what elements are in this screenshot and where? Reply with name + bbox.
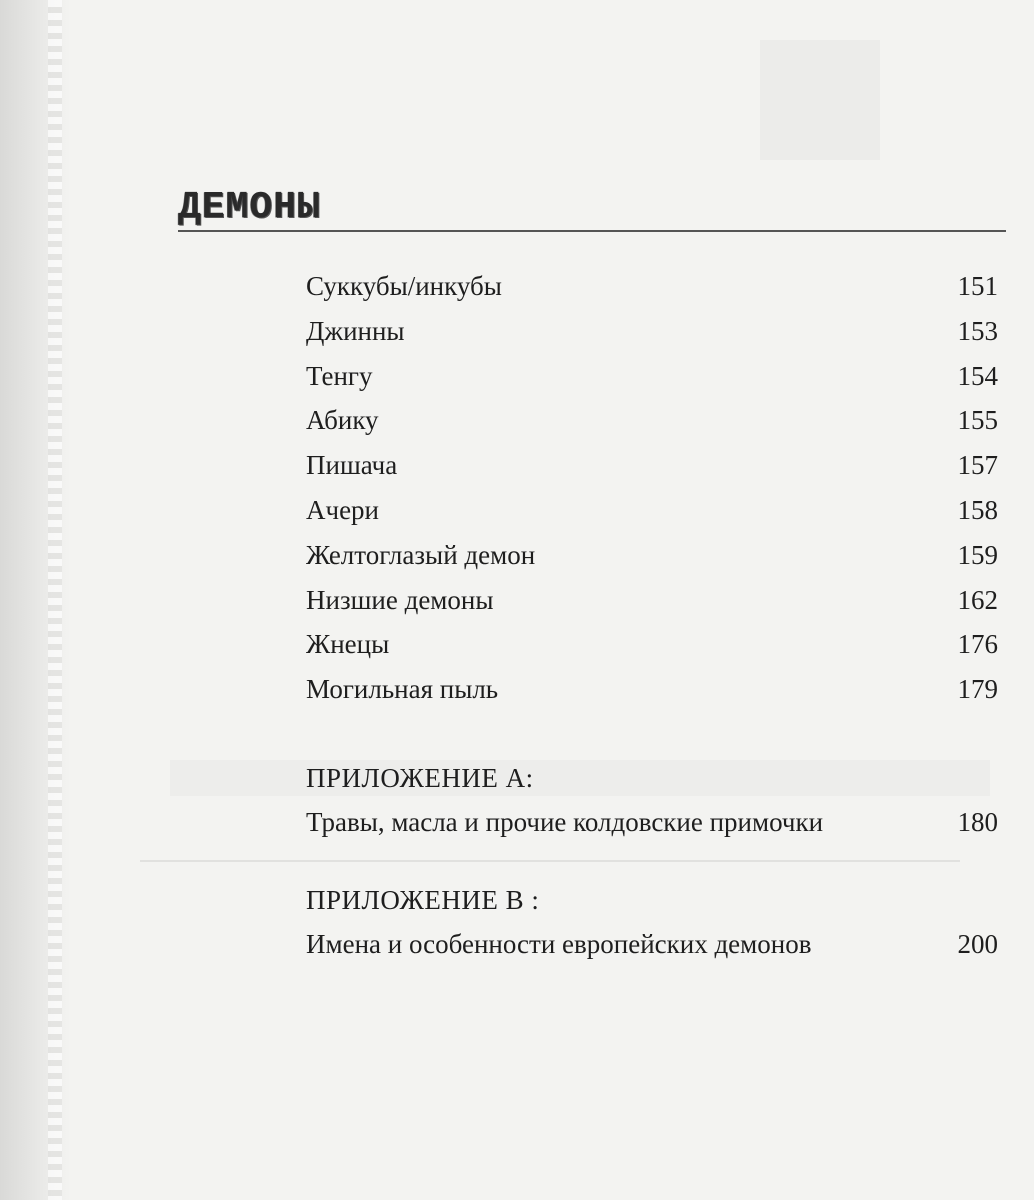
appendix-a-heading: ПРИЛОЖЕНИЕ А:	[306, 763, 534, 793]
toc-entry-page: 151	[957, 271, 998, 301]
toc-entry-page: 176	[957, 629, 998, 660]
toc-entry[interactable]	[306, 264, 998, 309]
appendix-b-entry[interactable]	[306, 922, 998, 966]
toc-entry[interactable]	[306, 488, 998, 533]
toc-entry-page: 153	[957, 315, 998, 346]
bleed-through-rule-1	[140, 860, 960, 862]
toc-entry-title: Ачери	[306, 494, 380, 525]
appendix-a-entry[interactable]	[306, 800, 998, 844]
toc-entry[interactable]	[306, 398, 998, 443]
section-title: ДЕМОНЫ	[178, 186, 321, 229]
toc-entry-title: Жнецы	[306, 629, 390, 660]
toc-entry[interactable]	[306, 443, 998, 488]
toc-entry[interactable]	[306, 578, 998, 623]
toc-entry-page: 154	[957, 360, 998, 391]
toc-entry-page: 158	[957, 494, 998, 525]
appendix-b	[306, 878, 998, 966]
toc-entry-page: 179	[957, 674, 998, 705]
bleed-through-block-1	[760, 40, 880, 160]
toc-entry-title: Суккубы/инкубы	[306, 271, 502, 301]
toc-entry-title: Абику	[306, 405, 379, 436]
table-of-contents	[306, 264, 998, 712]
appendix-a-page: 180	[957, 807, 998, 837]
toc-entry-page: 157	[957, 450, 998, 481]
appendix-a	[306, 756, 998, 844]
toc-entry-page: 159	[957, 539, 998, 570]
toc-entry-title: Тенгу	[306, 360, 373, 391]
toc-entry[interactable]	[306, 354, 998, 399]
title-underline	[178, 230, 1006, 232]
toc-entry-title: Джинны	[306, 315, 405, 346]
toc-entry-title: Могильная пыль	[306, 674, 499, 705]
toc-entry-page: 162	[957, 584, 998, 615]
toc-entry-title: Низшие демоны	[306, 584, 494, 615]
toc-entry-title: Пишача	[306, 450, 398, 481]
toc-entry-title: Желтоглазый демон	[306, 539, 536, 570]
toc-entry-page: 155	[957, 405, 998, 436]
appendix-a-title: Травы, масла и прочие колдовские примочки	[306, 807, 824, 837]
toc-entry[interactable]	[306, 667, 998, 712]
toc-entry[interactable]	[306, 309, 998, 354]
toc-entry[interactable]	[306, 533, 998, 578]
appendix-b-heading: ПРИЛОЖЕНИЕ В :	[306, 885, 540, 915]
appendix-b-page: 200	[957, 929, 998, 959]
appendix-b-title: Имена и особенности европейских демонов	[306, 929, 812, 959]
torn-paper-edge	[0, 0, 70, 1200]
toc-entry[interactable]	[306, 622, 998, 667]
